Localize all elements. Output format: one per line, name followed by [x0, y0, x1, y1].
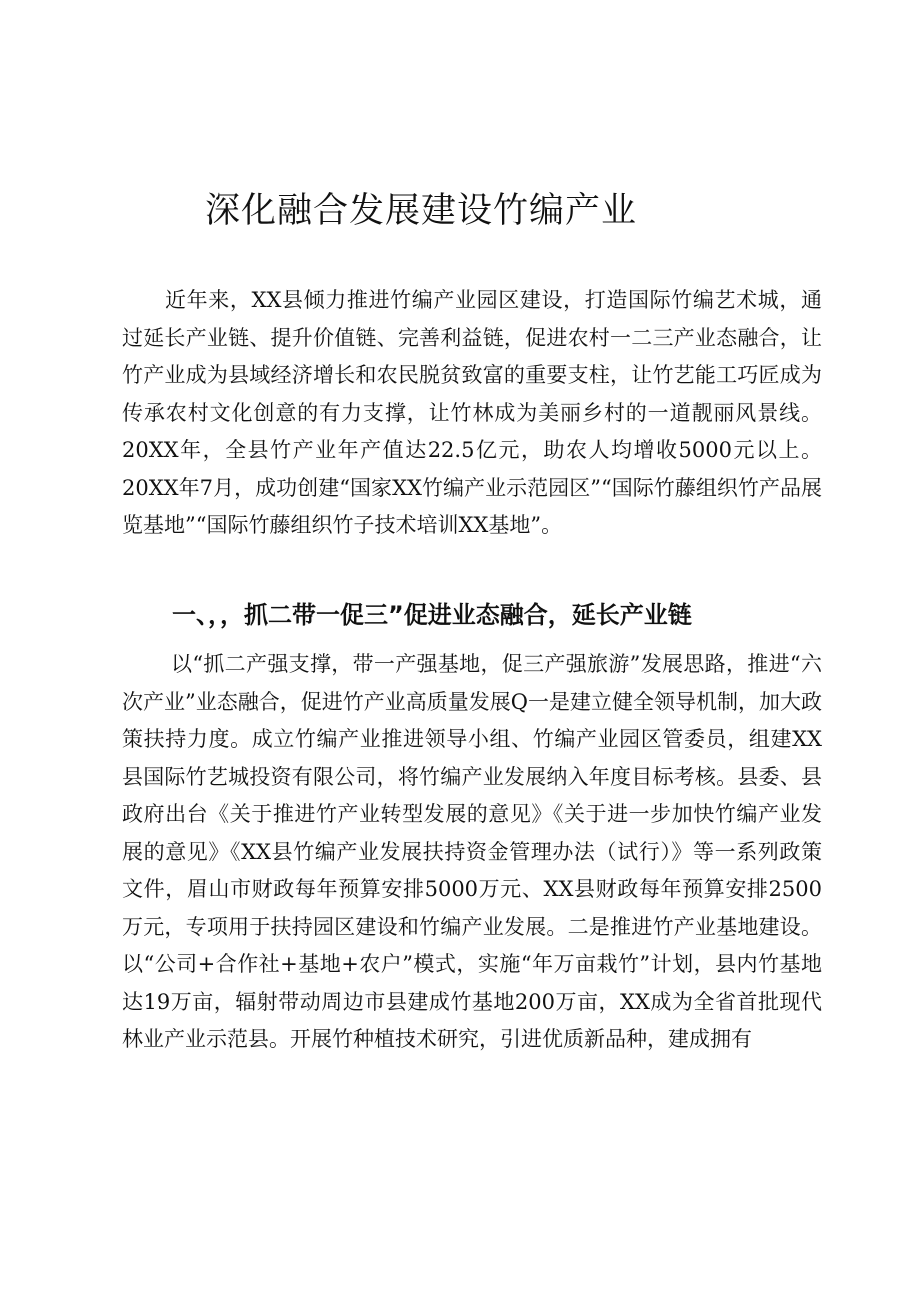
section-heading-1: 一、，，抓二带一促三”促进业态融合，延长产业链: [172, 601, 692, 629]
paragraph-section-1: 以“抓二产强支撑，带一产强基地，促三产强旅游”发展思路，推进“六次产业”业态融合，促进竹产业高质量发展Q一是建立健全领导机制，加大政策扶持力度。成立竹编产业推进领导小组、竹编产业园区管委员，组建XX县国际竹艺城投资有限公司，将竹编产业发展纳入年度目标考核。县委、县政府出台《关于推进竹产业转型发展的意见》《关于进一步加快竹编产业发展的意见》《XX县竹编产业发展扶持资金管理办法（试行）》等一系列政策文件，眉山市财政每年预算安排5000万元、XX县财政每年预算安排2500万元，专项用于扶持园区建设和竹编产业发展。二是推进竹产业基地建设。以“公司+合作社+基地+农户”模式，实施“年万亩栽竹”计划，县内竹基地达19万亩，辐射带动周边市县建成竹基地200万亩，XX成为全省首批现代林业产业示范县。开展竹种植技术研究，引进优质新品种，建成拥有: [122, 652, 822, 1051]
document-title: 深化融合发展建设竹编产业: [205, 191, 638, 232]
paragraph-intro: 近年来，XX县倾力推进竹编产业园区建设，打造国际竹编艺术城，通过延长产业链、提升价值链、完善利益链，促进农村一二三产业态融合，让竹产业成为县域经济增长和农民脱贫致富的重要支柱，让竹艺能工巧匠成为传承农村文化创意的有力支撑，让竹林成为美丽乡村的一道靓丽风景线。20XX年，全县竹产业年产值达22.5亿元，助农人均增收5000元以上。20XX年7月，成功创建“国家XX竹编产业示范园区”“国际竹藤组织竹产品展览基地”“国际竹藤组织竹子技术培训XX基地”。: [122, 288, 822, 537]
